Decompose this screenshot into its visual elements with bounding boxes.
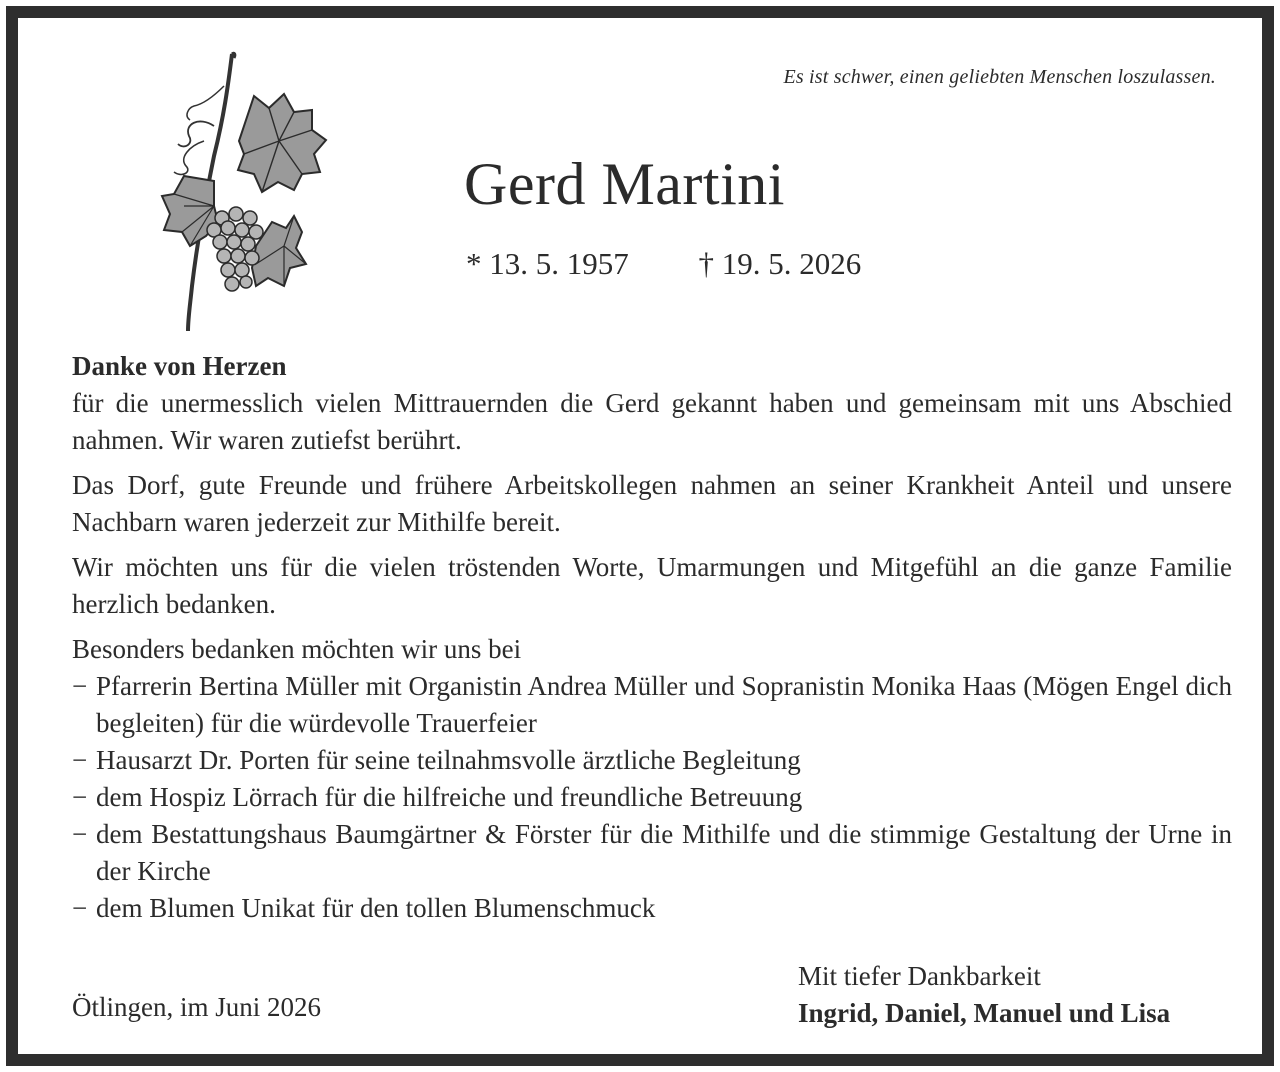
dash-icon: − [72, 893, 88, 923]
dash-icon: − [72, 782, 88, 812]
paragraph: für die unermesslich vielen Mittrauernden die Gerd gekannt haben und gemeinsam mit uns Abschied nahmen. Wir waren zutiefst berührt. [72, 388, 1232, 455]
paragraph: Das Dorf, gute Freunde und frühere Arbeitskollegen nahmen an seiner Krankheit Anteil und unsere Nachbarn waren jederzeit zur Mithilfe bereit. [72, 470, 1232, 537]
thanks-list [72, 668, 1232, 927]
list-item: − Hausarzt Dr. Porten für seine teilnahmsvolle ärztliche Begleitung [72, 742, 1232, 779]
dash-icon: − [72, 819, 88, 849]
death-date: † 19. 5. 2026 [698, 246, 862, 281]
place-date: Ötlingen, im Juni 2026 [72, 992, 321, 1022]
list-item: − dem Blumen Unikat für den tollen Blumenschmuck [72, 890, 1232, 927]
list-item: − dem Hospiz Lörrach für die hilfreiche und freundliche Betreuung [72, 779, 1232, 816]
thanks-intro: Besonders bedanken möchten wir uns bei [72, 634, 522, 664]
deceased-name: Gerd Martini [464, 151, 785, 217]
signoff [798, 958, 1170, 1032]
paragraph: Wir möchten uns für die vielen tröstenden Worte, Umarmungen und Mitgefühl an die ganze Familie herzlich bedanken. [72, 552, 1232, 619]
life-dates [466, 246, 861, 282]
grapevine-icon [144, 46, 334, 336]
thanks-heading: Danke von Herzen [72, 351, 287, 381]
thank-you-text [72, 348, 1232, 927]
dash-icon: − [72, 745, 88, 775]
birth-date: * 13. 5. 1957 [466, 246, 629, 281]
obituary-card [6, 6, 1274, 1066]
list-item: − Pfarrerin Bertina Müller mit Organistin Andrea Müller und Sopranistin Monika Haas (Mögen Engel dich begleiten) für die würdevolle Trauerfeier [72, 668, 1232, 742]
closing-line: Mit tiefer Dankbarkeit [798, 961, 1041, 991]
motto: Es ist schwer, einen geliebten Menschen loszulassen. [783, 66, 1216, 88]
signatories: Ingrid, Daniel, Manuel und Lisa [798, 998, 1171, 1028]
dash-icon: − [72, 671, 88, 701]
list-item: − dem Bestattungshaus Baumgärtner & Förster für die Mithilfe und die stimmige Gestaltung der Urne in der Kirche [72, 816, 1232, 890]
